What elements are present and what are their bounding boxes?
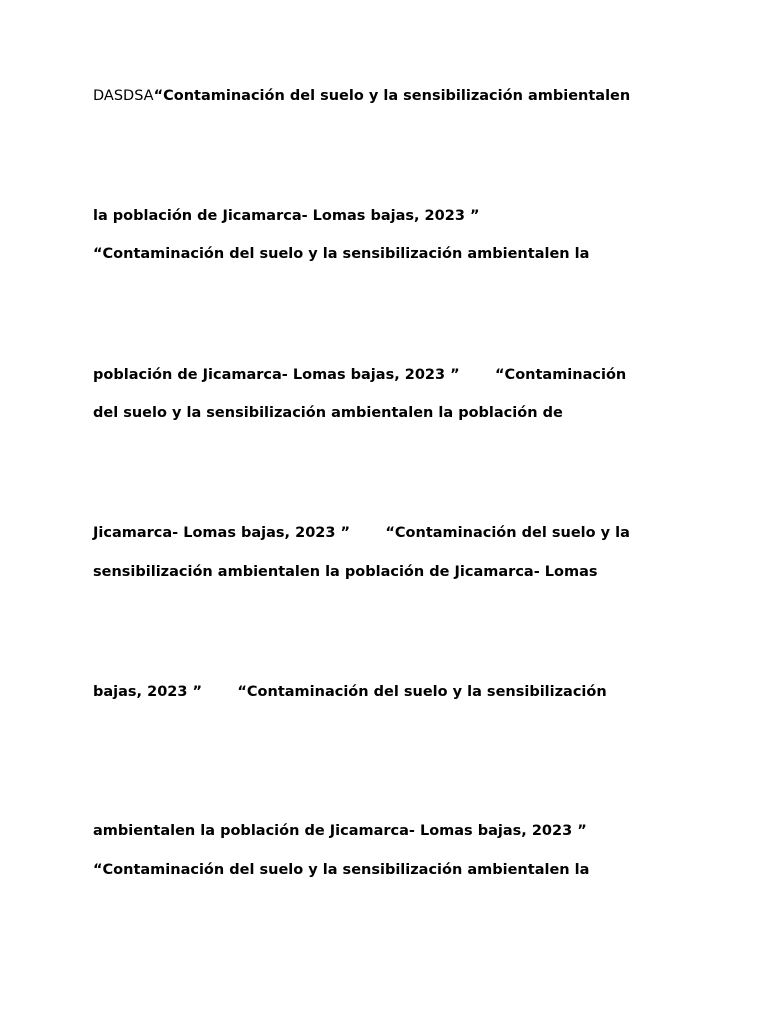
document-line: Jicamarca- Lomas bajas, 2023 ” “Contaminación del suelo y la <box>93 525 630 541</box>
document-line: bajas, 2023 ” “Contaminación del suelo y la sensibilización <box>93 684 607 700</box>
document-line <box>93 87 630 105</box>
document-line: “Contaminación del suelo y la sensibilización ambientalen la <box>93 246 590 262</box>
document-line: sensibilización ambientalen la población de Jicamarca- Lomas <box>93 564 598 580</box>
document-prefix: DASDSA <box>93 88 154 104</box>
document-line: población de Jicamarca- Lomas bajas, 2023 ” “Contaminación <box>93 367 627 383</box>
document-line: ambientalen la población de Jicamarca- Lomas bajas, 2023 ” <box>93 823 587 839</box>
document-line-text: “Contaminación del suelo y la sensibilización ambientalen <box>153 88 631 104</box>
document-line: del suelo y la sensibilización ambientalen la población de <box>93 405 563 421</box>
document-line: la población de Jicamarca- Lomas bajas, 2023 ” <box>93 208 480 224</box>
document-line: “Contaminación del suelo y la sensibilización ambientalen la <box>93 862 590 878</box>
